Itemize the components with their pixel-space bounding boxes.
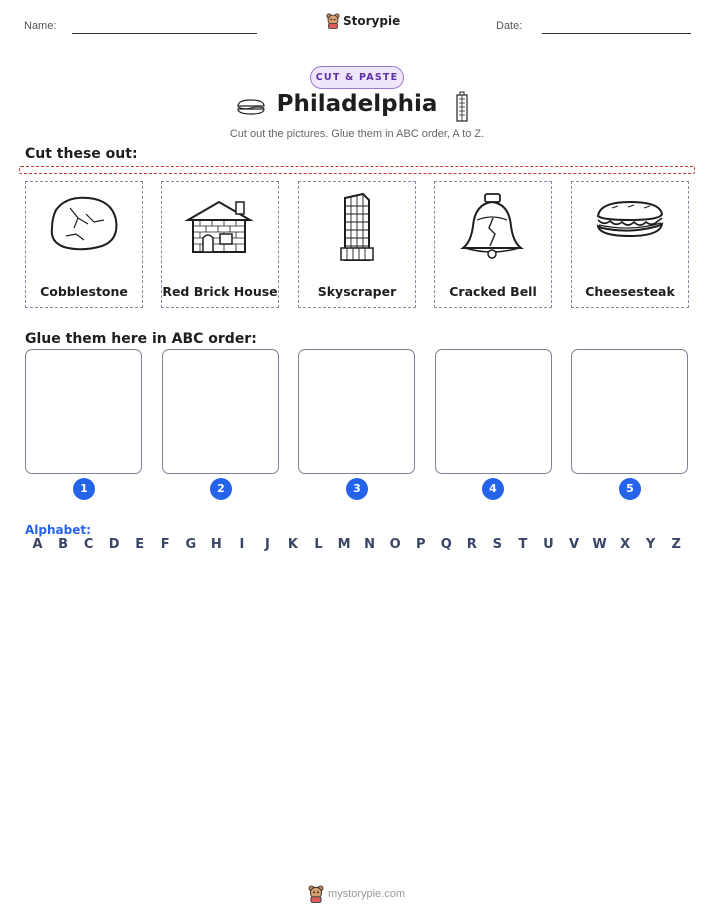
page-title: Philadelphia <box>276 91 438 117</box>
alphabet-letter: B <box>58 537 68 552</box>
alphabet-letter: E <box>135 537 145 552</box>
brand-logo <box>326 13 400 29</box>
date-line[interactable] <box>542 33 691 34</box>
alphabet-letter: N <box>364 537 376 552</box>
brick-house-icon <box>162 190 277 264</box>
date-label: Date: <box>496 20 523 32</box>
alphabet-letter: V <box>568 537 580 552</box>
cobblestone-icon <box>26 190 141 264</box>
cut-card[interactable] <box>298 181 416 308</box>
cut-heading: Cut these out: <box>25 146 138 162</box>
alphabet-letter: C <box>83 537 94 552</box>
alphabet-letter: H <box>210 537 222 552</box>
glue-box[interactable] <box>435 349 552 474</box>
footer-url[interactable]: mystorypie.com <box>328 888 406 900</box>
alphabet-letter: R <box>466 537 477 552</box>
instructions: Cut out the pictures. Glue them in ABC order, A to Z. <box>229 128 485 140</box>
alphabet-letter: Z <box>671 537 681 552</box>
cut-paste-badge: CUT & PASTE <box>310 66 404 89</box>
building-title-icon <box>454 91 470 123</box>
name-line[interactable] <box>72 33 257 34</box>
alphabet-letter: Y <box>645 537 656 552</box>
skyscraper-icon <box>299 190 414 264</box>
cut-card[interactable] <box>25 181 143 308</box>
glue-box[interactable] <box>571 349 688 474</box>
alphabet-letter: K <box>287 537 298 552</box>
card-label: Skyscraper <box>317 284 397 299</box>
glue-box[interactable] <box>162 349 279 474</box>
card-label: Red Brick House <box>162 284 278 299</box>
cheesesteak-icon <box>572 190 687 264</box>
cut-line[interactable] <box>19 166 695 174</box>
alphabet-heading: Alphabet: <box>25 523 91 537</box>
alphabet-letter: U <box>543 537 554 552</box>
alphabet-letter: G <box>185 537 197 552</box>
order-number: 1 <box>73 478 95 500</box>
alphabet-letter: T <box>518 537 528 552</box>
alphabet-row <box>25 537 689 552</box>
cracked-bell-icon <box>435 190 550 264</box>
alphabet-letter: F <box>160 537 170 552</box>
card-label: Cobblestone <box>40 284 128 299</box>
alphabet-letter: O <box>389 537 401 552</box>
glue-box[interactable] <box>25 349 142 474</box>
bear-mascot-icon <box>308 885 324 903</box>
alphabet-letter: A <box>32 537 43 552</box>
brand-name: Storypie <box>343 14 401 28</box>
order-number: 5 <box>619 478 641 500</box>
card-label: Cheesesteak <box>585 284 675 299</box>
alphabet-letter: L <box>314 537 323 552</box>
alphabet-letter: P <box>415 537 426 552</box>
alphabet-letter: J <box>265 537 270 552</box>
alphabet-letter: W <box>592 537 607 552</box>
alphabet-letter: Q <box>440 537 452 552</box>
card-label: Cracked Bell <box>449 284 537 299</box>
glue-heading: Glue them here in ABC order: <box>25 331 257 347</box>
bear-mascot-icon <box>326 13 340 29</box>
cut-card[interactable] <box>571 181 689 308</box>
alphabet-letter: I <box>239 537 245 552</box>
glue-box[interactable] <box>298 349 415 474</box>
alphabet-letter: M <box>337 537 351 552</box>
order-number: 4 <box>482 478 504 500</box>
order-number: 2 <box>210 478 232 500</box>
footer <box>308 885 405 903</box>
name-label: Name: <box>24 20 57 32</box>
order-number: 3 <box>346 478 368 500</box>
alphabet-letter: D <box>108 537 120 552</box>
alphabet-letter: X <box>620 537 631 552</box>
cut-card[interactable] <box>434 181 552 308</box>
alphabet-letter: S <box>492 537 503 552</box>
cut-card[interactable] <box>161 181 279 308</box>
